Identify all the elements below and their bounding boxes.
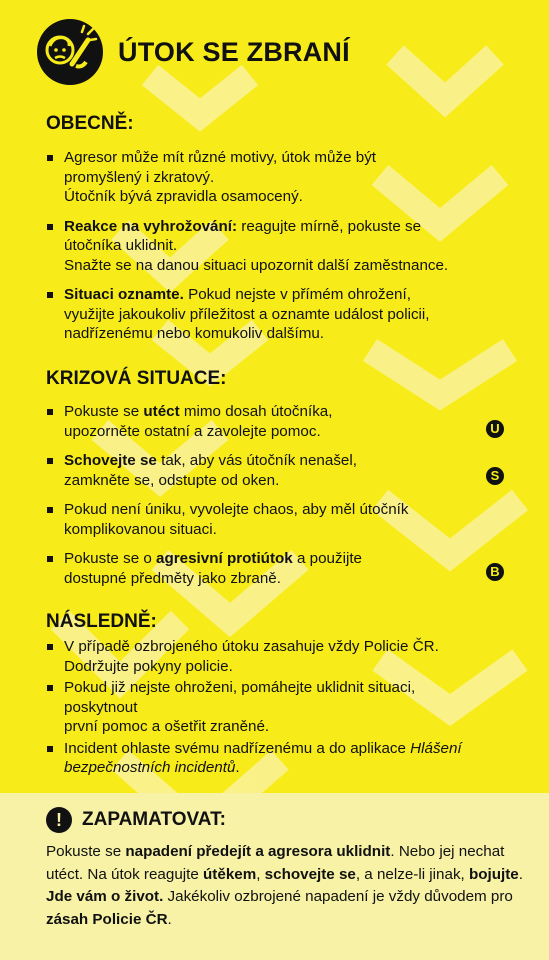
header [36,18,350,86]
list-item: V případě ozbrojeného útoku zasahuje vždy Policie ČR. Dodržujte pokyny policie. [46,637,516,676]
crisis-list [46,402,516,598]
remember-text: Pokuste se napadení předejít a agresora uklidnit. Nebo jej nechat utéct. Na útok reagujte útěkem, schovejte se, a nelze-li jinak, bojujte. Jde vám o život. Jakékoliv ozbrojené napadení je vždy důvodem pro zásah Policie ČR. [46,843,523,928]
remember-heading: ZAPAMATOVAT: [82,809,226,830]
general-heading: OBECNĚ: [46,113,134,134]
page-title: ÚTOK SE ZBRANÍ [118,36,350,67]
exclamation-icon: ! [46,807,72,833]
remember-box [0,793,549,960]
general-list [46,148,516,354]
after-heading: NÁSLEDNĚ: [46,611,157,632]
list-item: Situaci oznamte. Pokud nejste v přímém ohrožení, využijte jakoukoliv příležitost a oznamte událost policii, nadřízenému nebo komukoliv dalšímu. [46,285,516,344]
list-item: Pokud již nejste ohroženi, pomáhejte uklidnit situaci, poskytnout první pomoc a ošetřit zraněné. [46,678,516,737]
list-item: Pokuste se o agresivní protiútok a použijte dostupné předměty jako zbraně. [46,549,516,588]
list-item: Pokud není úniku, vyvolejte chaos, aby měl útočník komplikovanou situaci. [46,500,516,539]
attacker-with-weapon-icon [36,18,104,86]
badge-u-icon: U [486,420,504,438]
list-item: Schovejte se tak, aby vás útočník nenašel, zamkněte se, odstupte od oken. [46,451,516,490]
crisis-heading: KRIZOVÁ SITUACE: [46,368,227,389]
badge-b-icon: B [486,563,504,581]
list-item: Reakce na vyhrožování: reagujte mírně, pokuste se útočníka uklidnit. Snažte se na danou situaci upozornit další zaměstnance. [46,217,516,276]
list-item: Pokuste se utéct mimo dosah útočníka, upozorněte ostatní a zavolejte pomoc. [46,402,516,441]
list-item: Agresor může mít různé motivy, útok může být promyšlený i zkratový. Útočník bývá zpravidla osamocený. [46,148,516,207]
list-item: Incident ohlaste svému nadřízenému a do aplikace Hlášení bezpečnostních incidentů. [46,739,516,778]
badge-s-icon: S [486,467,504,485]
after-list [46,637,516,780]
remember-header [46,807,226,833]
